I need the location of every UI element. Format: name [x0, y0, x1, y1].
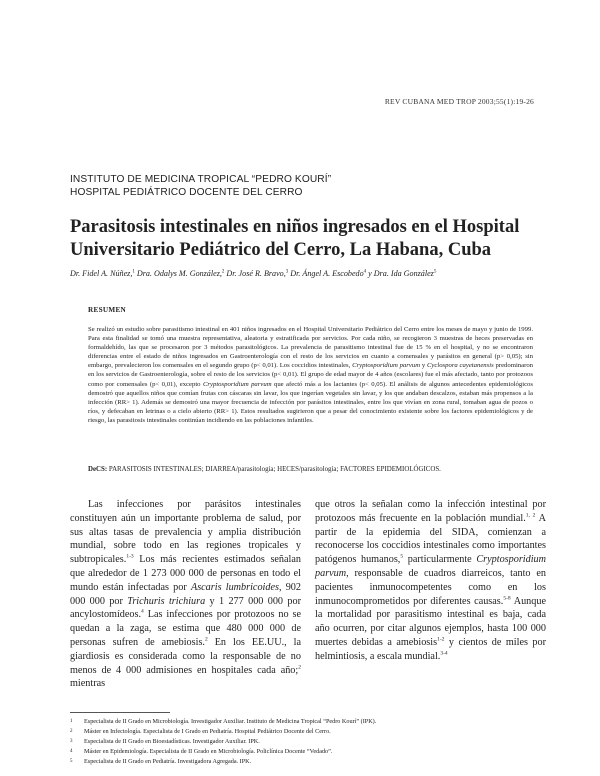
author-name: Dr. José R. Bravo, [226, 269, 286, 278]
abstract-species: Cyclospora cayetanensis [426, 362, 494, 370]
author-affiliation-mark: 1 [132, 269, 135, 275]
body-text: y 1 277 000 000 por ancylostomídeos. [70, 595, 301, 621]
body-text: , 902 000 000 por [70, 581, 301, 607]
decs-terms: PARASITOSIS INTESTINALES; DIARREA/parasitología; HECES/parasitología; FACTORES EPIDEMIOLÓGICOS. [108, 466, 441, 473]
body-text: que otros la señalan como la infección intestinal por protozoos más frecuente en la población mundial. [315, 499, 546, 524]
abstract-segment: y [421, 362, 426, 370]
author-name: Dr. Ángel A. Escobedo [290, 269, 364, 278]
body-text: A partir de la epidemia del SIDA, comienzan a reconocerse los coccidios intestinales como importantes patógenos humanos, [315, 512, 547, 566]
body-text: , responsable de cuadros diarreicos, tanto en pacientes inmunocompetentes como en los inmunocomprometidos por diferentes causas. [315, 567, 546, 607]
body-text: Los más recientes estimados señalan que alrededor de 1 273 000 000 de personas en todo el mundo están infectadas por [70, 554, 301, 593]
institute-line: HOSPITAL PEDIÁTRICO DOCENTE DEL CERRO [70, 186, 303, 198]
institute-line: INSTITUTO DE MEDICINA TROPICAL “PEDRO KOURÍ” [70, 174, 332, 185]
abstract-segment: que afectó más a los lactantes (p< 0,05). El análisis de algunos antecedentes epidemiológicos demostró que aquellos niños que comían frutas con cáscaras sin lavar, los que ingerían vegetales sin lavar, y los que andaban descalzos, estaban más propensos a la infección (RR> 1). Además se demostró una mayor frecuencia de infección por parásitos intestinales, entre los que vivían en zona rural, tomaban agua de pozos o ríos, y defecaban en letrinas o a cielo abierto (RR> 1). Estos resultados sugirieron que a pesar del conocimiento existente sobre los factores epidemiológicos y de riesgo, las parasitosis intestinales continúan incidiendo en las poblaciones infantiles. [88, 380, 533, 424]
authors-line [70, 269, 550, 278]
footnote-number: 4 [70, 749, 73, 754]
footnote [70, 757, 540, 767]
institutes-block [70, 174, 331, 199]
footnote [70, 717, 540, 727]
body-text: Las infecciones por protozoos no se quedan a la zaga, se estima que 480 000 000 de personas sufren de amebiosis. [70, 609, 301, 648]
footnote-number: 3 [70, 739, 73, 744]
author-name: Dra. Ida González [373, 269, 434, 278]
author-name: Dra. Odalys M. González, [136, 269, 222, 278]
body-column-left [70, 498, 301, 691]
body-text: En los EE.UU., la giardiosis es considerada como la responsable de no menos de 4 000 admisiones en hospitales cada año; [70, 636, 302, 676]
citation: 2 [204, 636, 208, 643]
footnote-number: 2 [70, 729, 73, 734]
species-name: Ascaris lumbricoides [190, 581, 279, 593]
footnotes [70, 717, 540, 767]
citation: 5-8 [503, 595, 511, 602]
footnote [70, 737, 540, 747]
author-affiliation-mark: 4 [363, 269, 367, 275]
decs-keywords [88, 466, 548, 473]
citation: 1, 2 [525, 512, 536, 519]
body-column-right [315, 498, 546, 664]
author-affiliation-mark: 5 [433, 269, 437, 275]
footnote-divider [70, 712, 170, 713]
footnote-number: 1 [70, 719, 73, 724]
abstract-segment: predominaron en los servicios de Gastroenterología, sobre el resto de los servicios (p< 0,01). El grupo de edad mayor de 4 años (escolares) fue el más afectado, tanto por protozoos como por comensales (p< 0,01), excepto [88, 362, 534, 388]
footnote-text: Especialista de II Grado en Bioestadísticas. Investigador Auxiliar. IPK. [84, 738, 260, 745]
decs-label: DeCS: [88, 466, 108, 473]
body-text: y cientos de miles por helmintiosis, a escala mundial. [315, 636, 546, 662]
abstract-text [88, 325, 533, 425]
citation: 5 [400, 553, 404, 560]
body-text: mientras [70, 678, 106, 690]
body-text: Las infecciones por parásitos intestinales constituyen aún un importante problema de salud, por sus altas tasas de prevalencia y amplia distribución mundial, sobre todo en las regiones tropicales y subtropicales. [70, 499, 301, 566]
footnote-text: Máster en Infectología. Especialista de I Grado en Pediatría. Hospital Pediátrico Docente del Cerro. [84, 728, 331, 735]
article-title: Parasitosis intestinales en niños ingresados en el Hospital Universitario Pediátrico del Cerro, La Habana, Cuba [70, 217, 520, 260]
author-affiliation-mark: 2 [221, 269, 225, 275]
footnote-text: Especialista de II Grado en Pediatría. Investigadora Agregada. IPK. [84, 758, 252, 765]
citation: 3-4 [440, 650, 448, 657]
footnote-number: 5 [70, 759, 73, 764]
abstract-segment: Se realizó un estudio sobre parasitismo intestinal en 401 niños ingresados en el Hospital Universitario Pediátrico del Cerro entre los meses de mayo y junio de 1999. Para esta finalidad se tomó una muestra representativa, aleatoria y estratificada por servicios. Por cada niño, se recogieron 3 muestras de heces preservadas en formaldehído, las que se procesaron por 3 métodos parasitológicos. La prevalencia de parasitismo intestinal fue de 15 % en el hospital, y no se encontraron diferencias entre el estado de niños ingresados en Gastroenterología con el resto de los servicios en cuanto a comensales y parásitos en general (p> 0,05); sin embargo, prevalecieron los comensales en el segundo grupo (p< 0,01). Los coccidios intestinales, [88, 326, 533, 370]
footnote [70, 727, 540, 737]
citation: 2 [298, 664, 301, 671]
author-separator: y [366, 269, 374, 278]
author-affiliation-mark: 3 [285, 269, 289, 275]
body-text: particularmente [403, 554, 477, 566]
abstract-species: Cryptosporidium parvum [352, 362, 421, 370]
footnote-text: Especialista de II Grado en Microbiología. Investigador Auxiliar. Instituto de Medicina Tropical “Pedro Kourí” (IPK). [84, 718, 377, 725]
citation: 4 [141, 608, 144, 615]
species-name: Trichuris trichiura [127, 595, 206, 607]
citation: 1-2 [437, 636, 445, 643]
author-name: Dr. Fidel A. Núñez, [70, 269, 133, 278]
species-name: Cryptosporidium parvum [315, 554, 546, 579]
journal-reference: REV CUBANA MED TROP 2003;55(1):19-26 [384, 97, 534, 106]
footnote [70, 747, 540, 757]
abstract-species: Cryptosporidium parvum [202, 380, 272, 388]
abstract-heading: RESUMEN [88, 306, 127, 314]
body-text: Aunque la mortalidad por parasitismo intestinal es baja, cada año ocurren, por citar algunos ejemplos, hasta 100 000 muertes debidas a amebiosis [315, 595, 546, 648]
citation: 1-3 [126, 553, 134, 560]
footnote-text: Máster en Epidemiología. Especialista de II Grado en Microbiología. Policlínica Docente “Vedado”. [84, 748, 333, 755]
